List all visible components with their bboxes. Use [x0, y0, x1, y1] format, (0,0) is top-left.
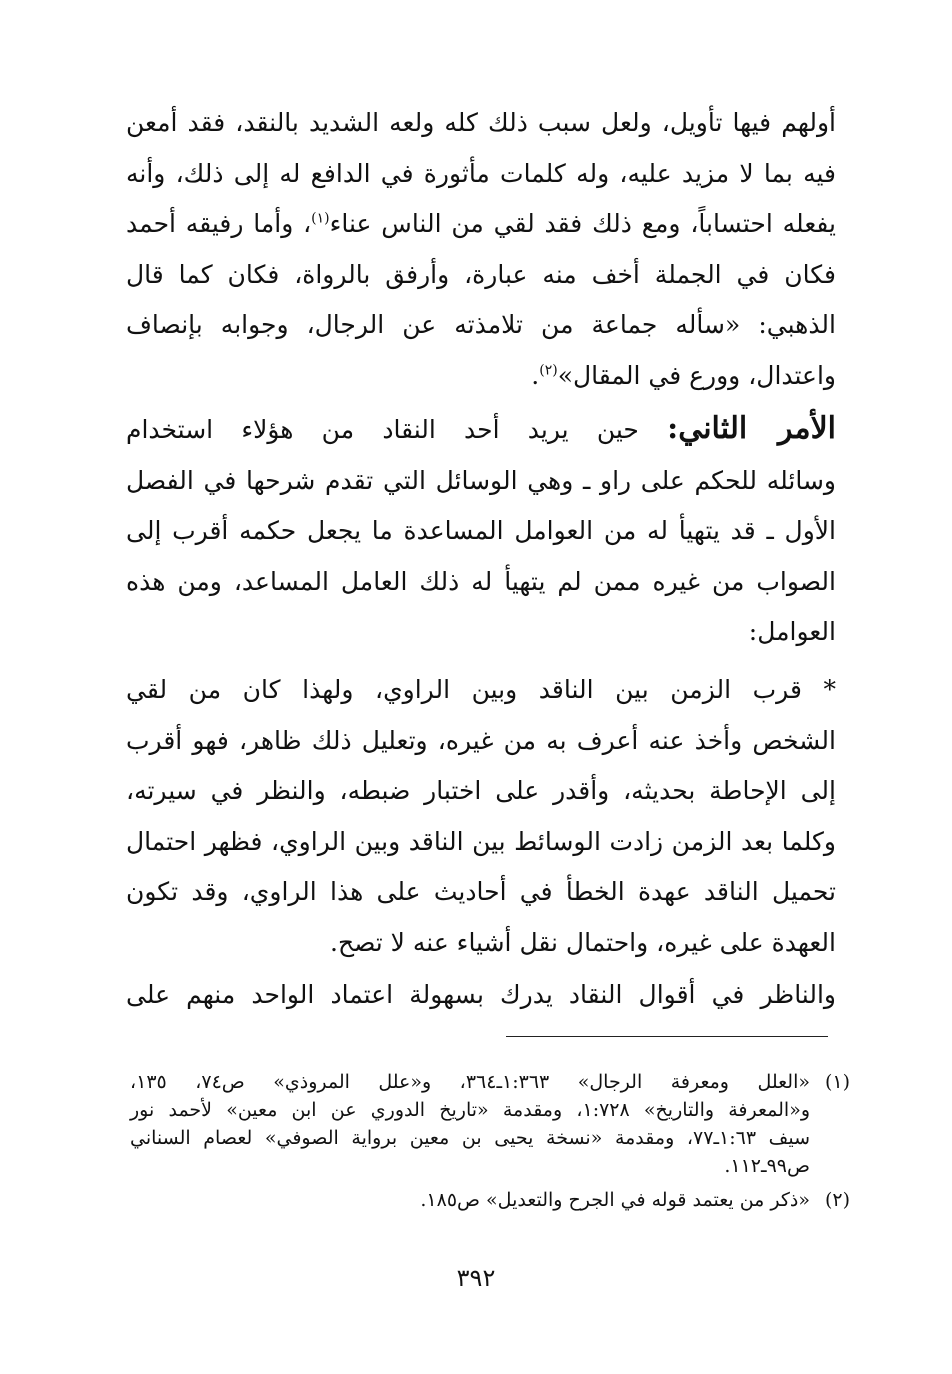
footnote-separator — [506, 1036, 828, 1037]
footnote-2-number: (٢) — [824, 1189, 850, 1211]
paragraph-1-line-3-text: يفعله احتساباً، ومع ذلك فقد لقي من الناس عناء — [329, 209, 836, 238]
paragraph-1-line-2: فيه بما لا مزيد عليه، وله كلمات مأثورة في الدافع له إلى ذلك، وأنه — [126, 158, 836, 188]
paragraph-4 — [126, 970, 836, 1021]
paragraph-4-line-1: والناظر في أقوال النقاد يدرك بسهولة اعتماد الواحد منهم على — [126, 980, 836, 1009]
paragraph-3-line-6: العهدة على غيره، واحتمال نقل أشياء عنه لا تصح. — [330, 927, 836, 957]
footnote-1-line-3: سيف ١:٦٣ـ٧٧، ومقدمة «نسخة يحيى بن معين برواية الصوفي» لعصام السناني — [130, 1127, 810, 1149]
paragraph-1-line-5: الذهبي: «سأله جماعة من تلامذته عن الرجال، وجوابه بإنصاف — [126, 310, 836, 339]
footnote-1-line-1: «العلل ومعرفة الرجال» ١:٣٦٣ـ٣٦٤، و«علل المروذي» ص٧٤، ١٣٥، — [130, 1071, 810, 1093]
footnotes — [130, 1068, 850, 1220]
footnote-1-number: (١) — [824, 1071, 850, 1093]
paragraph-3-line-4: وكلما بعد الزمن زادت الوسائط بين الناقد وبين الراوي، فظهر احتمال — [126, 826, 836, 856]
page-number: ٣٩٢ — [456, 1264, 496, 1292]
footnote-2 — [130, 1186, 850, 1214]
paragraph-3-line-1: * قرب الزمن بين الناقد وبين الراوي، ولهذا كان من لقي — [126, 675, 836, 704]
paragraph-3 — [126, 665, 836, 968]
paragraph-2-line-4: الصواب من غيره ممن لم يتهيأ له ذلك العامل المساعد، ومن هذه — [126, 566, 836, 596]
footnote-2-line-1: «ذكر من يعتمد قوله في الجرح والتعديل» ص١٨٥. — [420, 1189, 810, 1211]
footnote-1-line-4: ص٩٩ـ١١٢. — [724, 1155, 810, 1177]
paragraph-2 — [126, 404, 836, 658]
paragraph-2-line-3: الأول ـ قد يتهيأ له من العوامل المساعدة ما يجعل حكمه أقرب إلى — [126, 516, 836, 545]
paragraph-2-line-1 — [126, 404, 836, 456]
paragraph-2-line-5: العوامل: — [748, 617, 836, 646]
footnote-1 — [130, 1068, 850, 1180]
paragraph-2-line-1-text: حين يريد أحد النقاد من هؤلاء استخدام — [126, 415, 668, 444]
paragraph-2-line-2: وسائله للحكم على راو ـ وهي الوسائل التي تقدم شرحها في الفصل — [126, 465, 836, 495]
paragraph-1-line-6-tail: . — [531, 360, 540, 390]
section-heading: الأمر الثاني: — [667, 411, 837, 446]
paragraph-1-line-6-text: واعتدال، وورع في المقال» — [557, 360, 836, 390]
footnote-1-line-2: و«المعرفة والتاريخ» ١:٧٢٨، ومقدمة «تاريخ الدوري عن ابن معين» لأحمد نور — [130, 1099, 810, 1121]
paragraph-1-line-6 — [126, 351, 836, 402]
footnote-ref-2: (٢) — [539, 362, 558, 379]
footnote-ref-1: (١) — [311, 210, 330, 227]
paragraph-1 — [126, 98, 836, 401]
footnote-2-body — [130, 1186, 810, 1214]
paragraph-3-line-2: الشخص وأخذ عنه أعرف به من غيره، وتعليل ذلك ظاهر، فهو أقرب — [126, 725, 836, 755]
paragraph-1-line-1: أولهم فيها تأويل، ولعل سبب ذلك كله ولعه الشديد بالنقد، فقد أمعن — [126, 108, 836, 137]
paragraph-1-line-3 — [126, 199, 836, 250]
paragraph-3-line-5: تحميل الناقد عهدة الخطأ في أحاديث على هذا الراوي، وقد تكون — [126, 877, 836, 906]
paragraph-1-line-4: فكان في الجملة أخف منه عبارة، وأرفق بالرواة، فكان كما قال — [126, 259, 836, 289]
paragraph-1-line-3-tail: ، وأما رفيقه أحمد — [126, 209, 312, 238]
footnote-1-body — [130, 1068, 810, 1180]
paragraph-3-line-3: إلى الإحاطة بحديثه، وأقدر على اختبار ضبطه، والنظر في سيرته، — [126, 776, 836, 805]
